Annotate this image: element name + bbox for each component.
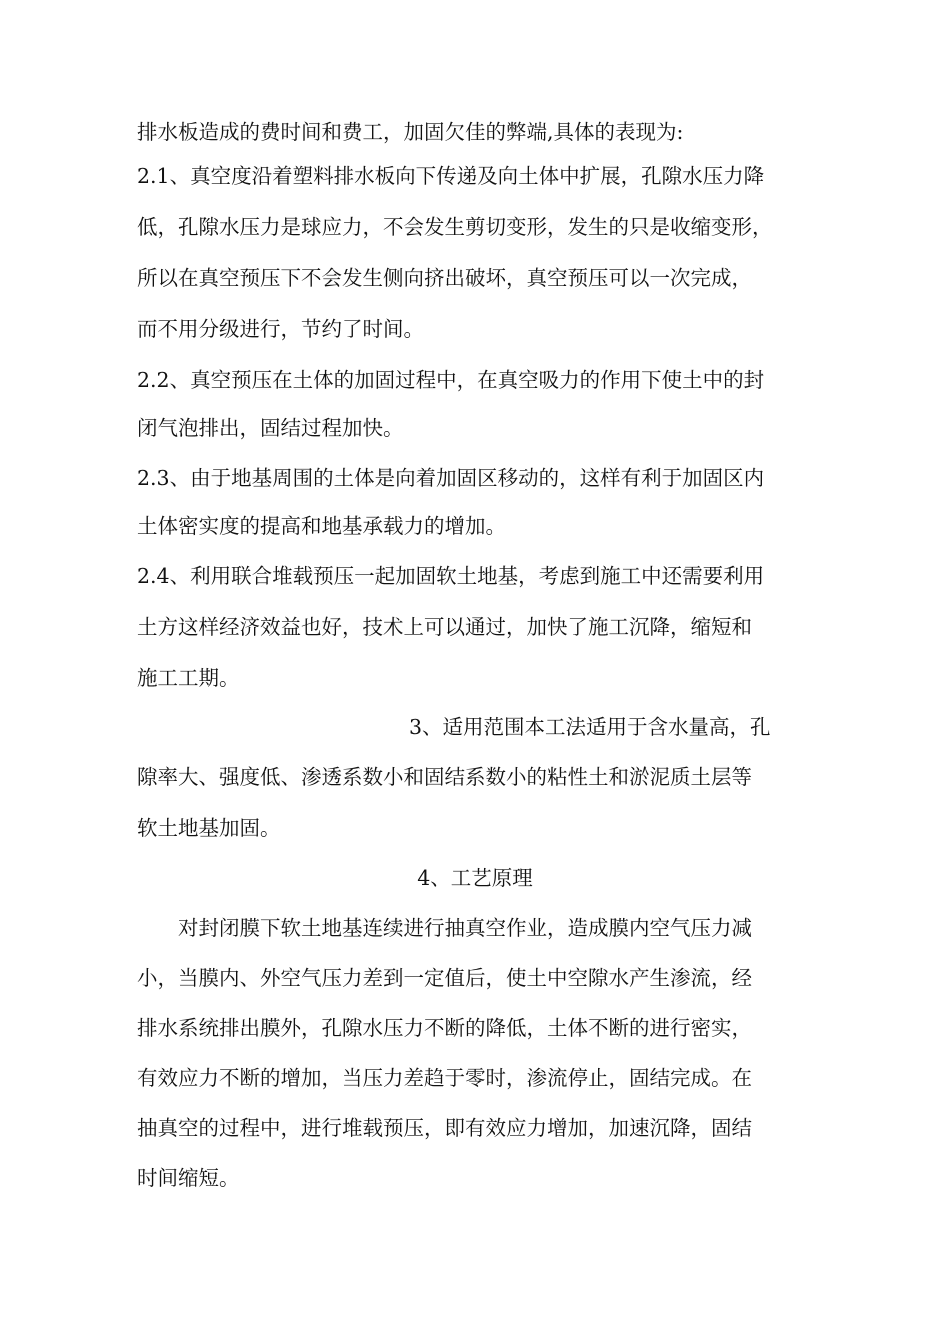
section-4-line-6: 时间缩短。 <box>137 1166 240 1190</box>
item-2-1-line-4: 而不用分级进行，节约了时间。 <box>137 317 424 341</box>
item-2-3-line-2: 土体密实度的提高和地基承载力的增加。 <box>137 514 506 538</box>
section-4-line-1: 对封闭膜下软土地基连续进行抽真空作业，造成膜内空气压力减 <box>178 916 752 940</box>
item-2-3-line-1: 2.3、由于地基周围的土体是向着加固区移动的，这样有利于加固区内 <box>137 466 765 490</box>
section-3-heading-line: 3、适用范围本工法适用于含水量高，孔 <box>409 715 771 739</box>
item-2-4-line-3: 施工工期。 <box>137 666 240 690</box>
section-3-line-2: 隙率大、强度低、渗透系数小和固结系数小的粘性土和淤泥质土层等 <box>137 765 752 789</box>
item-2-1-line-3: 所以在真空预压下不会发生侧向挤出破坏，真空预压可以一次完成， <box>137 266 752 290</box>
item-2-1-line-2: 低，孔隙水压力是球应力，不会发生剪切变形，发生的只是收缩变形， <box>137 215 773 239</box>
item-2-4-line-2: 土方这样经济效益也好，技术上可以通过，加快了施工沉降，缩短和 <box>137 615 752 639</box>
item-2-2-line-1: 2.2、真空预压在土体的加固过程中，在真空吸力的作用下使土中的封 <box>137 368 765 392</box>
section-4-line-4: 有效应力不断的增加，当压力差趋于零时，渗流停止，固结完成。在 <box>137 1066 752 1090</box>
item-2-4-line-1: 2.4、利用联合堆载预压一起加固软土地基，考虑到施工中还需要利用 <box>137 564 765 588</box>
item-2-1-line-1: 2.1、真空度沿着塑料排水板向下传递及向土体中扩展，孔隙水压力降 <box>137 164 765 188</box>
section-4-line-3: 排水系统排出膜外，孔隙水压力不断的降低，土体不断的进行密实， <box>137 1016 752 1040</box>
section-4-line-5: 抽真空的过程中，进行堆载预压，即有效应力增加，加速沉降，固结 <box>137 1116 752 1140</box>
item-2-2-line-2: 闭气泡排出，固结过程加快。 <box>137 416 404 440</box>
section-3-line-3: 软土地基加固。 <box>137 816 281 840</box>
paragraph-continuation-line: 排水板造成的费时间和费工，加固欠佳的弊端,具体的表现为: <box>137 120 684 144</box>
section-4-line-2: 小，当膜内、外空气压力差到一定值后，使土中空隙水产生渗流，经 <box>137 966 752 990</box>
section-4-heading: 4、工艺原理 <box>417 866 533 890</box>
